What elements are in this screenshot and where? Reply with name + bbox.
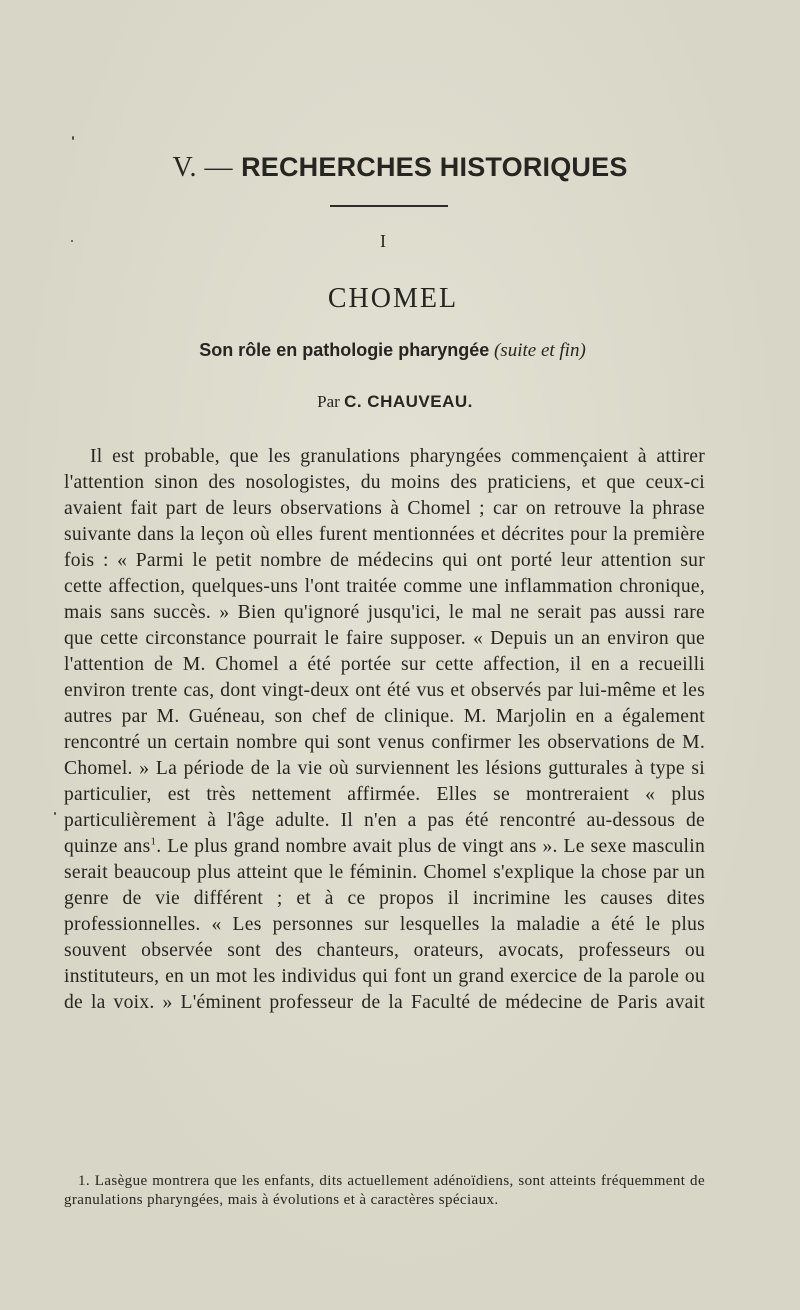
footnote-reference[interactable]: 1 <box>150 835 157 848</box>
paper-speck <box>54 812 56 815</box>
heading-rule <box>330 205 448 207</box>
chapter-subtitle <box>0 340 785 362</box>
subtitle-main: Son rôle en pathologie pharyngée <box>199 340 490 360</box>
part-number: I <box>380 231 386 251</box>
section-title: RECHERCHES HISTORIQUES <box>241 152 628 182</box>
byline <box>0 392 790 412</box>
body-text-part-2: . Le plus grand nombre avait plus de vingt ans ». Le sexe masculin serait beaucoup plus atteint que le féminin. Chomel s'explique la chose par un genre de vie différent ; et à ce propos il incrimine les causes dites professionnelles. « Les personnes sur lesquelles la maladie a été le plus souvent observée sont des chanteurs, orateurs, avocats, professeurs ou instituteurs, en un mot les individus qui font un grand exercice de la parole ou de la voix. » L'éminent professeur de la Faculté de médecine de Paris avait <box>64 836 705 1013</box>
chapter-name: CHOMEL <box>327 283 459 314</box>
section-heading <box>0 152 800 184</box>
section-number: V. — <box>172 152 234 183</box>
body-text-part-1: Il est probable, que les granulations pharyngées commençaient à attirer l'attention sinon des nosologistes, du moins des praticiens, et que ceux-ci avaient fait part de leurs observations à Chomel ; car on retrouve la phrase suivante dans la leçon où elles furent mentionnées et décrites pour la première fois : « Parmi le petit nombre de médecins qui ont porté leur attention sur cette affection, quelques-uns l'ont traitée comme une inflammation chronique, mais sans succès. » Bien qu'ignoré jusqu'ici, le mal ne serait pas aussi rare que cette circonstance pourrait le faire supposer. « Depuis un an environ que l'attention de M. Chomel a été portée sur cette affection, il en a recueilli environ trente cas, dont vingt-deux ont été vus et observés par lui-même et les autres par M. Guéneau, son chef de clinique. M. Marjolin en a également rencontré un certain nombre qui sont venus confirmer les observations de M. Chomel. » La période de la vie où surviennent les lésions gutturales à type si particulier, est très nettement affirmée. Elles se montreraient « plus particulièrement à l'âge adulte. Il n'en a pas été rencontré au-dessous de quinze ans <box>64 446 705 857</box>
byline-prefix: Par <box>317 392 340 411</box>
footnote: 1. Lasègue montrera que les enfants, dits actuellement adénoïdiens, sont atteints fréquemment de granulations pharyngées, mais à évolutions et à caractères spéciaux. <box>64 1173 705 1208</box>
subtitle-italic: (suite et fin) <box>493 340 586 361</box>
paper-speck <box>72 136 74 140</box>
paper-speck <box>71 240 73 242</box>
body-paragraph <box>64 444 705 1016</box>
byline-author: C. CHAUVEAU. <box>344 392 473 411</box>
